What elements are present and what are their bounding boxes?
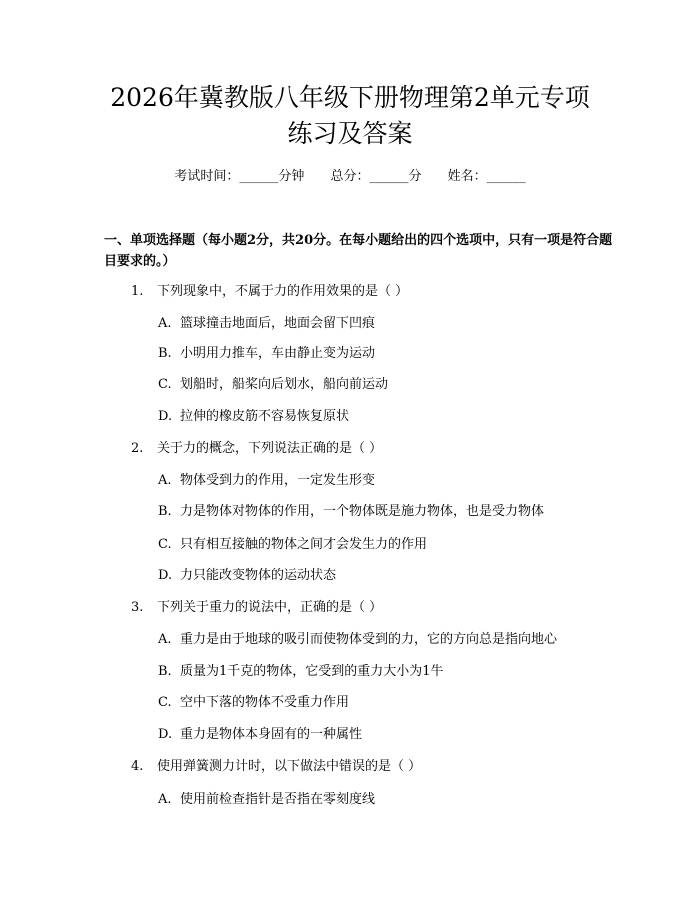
exam-meta bbox=[0, 168, 700, 186]
question-number: 1. bbox=[131, 284, 144, 299]
option-text: 空中下落的物体不受重力作用 bbox=[180, 695, 350, 710]
q2-option-d bbox=[158, 567, 336, 585]
title-line-2: 练习及答案 bbox=[287, 119, 413, 148]
question-number: 4. bbox=[131, 759, 144, 774]
total-score: 总分：______分 bbox=[330, 169, 422, 184]
option-letter: A. bbox=[158, 632, 172, 647]
question-number: 3. bbox=[131, 600, 144, 615]
q3-option-a bbox=[158, 631, 557, 649]
q2-option-b bbox=[158, 503, 544, 521]
question-text: 关于力的概念，下列说法正确的是（ ） bbox=[157, 441, 383, 456]
section-heading: 一、单项选择题（每小题2分，共20分。在每小题给出的四个选项中，只有一项是符合题目要求的。） bbox=[104, 233, 613, 269]
q3-option-d bbox=[158, 726, 362, 744]
q2-option-a bbox=[158, 472, 375, 490]
question-3 bbox=[131, 599, 382, 617]
option-text: 质量为1千克的物体，它受到的重力大小为1牛 bbox=[180, 664, 444, 679]
option-letter: D. bbox=[158, 568, 173, 583]
option-letter: A. bbox=[158, 792, 172, 807]
q3-option-b bbox=[158, 663, 444, 681]
option-text: 使用前检查指针是否指在零刻度线 bbox=[180, 792, 376, 807]
option-letter: C. bbox=[158, 537, 172, 552]
option-text: 篮球撞击地面后，地面会留下凹痕 bbox=[180, 316, 376, 331]
q3-option-c bbox=[158, 694, 349, 712]
page-title bbox=[60, 80, 640, 152]
option-text: 物体受到力的作用，一定发生形变 bbox=[180, 473, 376, 488]
q2-option-c bbox=[158, 536, 427, 554]
option-letter: A. bbox=[158, 316, 172, 331]
q4-option-a bbox=[158, 791, 375, 809]
option-text: 力是物体对物体的作用，一个物体既是施力物体，也是受力物体 bbox=[180, 504, 545, 519]
option-text: 力只能改变物体的运动状态 bbox=[180, 568, 337, 583]
option-letter: D. bbox=[158, 727, 173, 742]
question-2 bbox=[131, 440, 382, 458]
option-letter: C. bbox=[158, 695, 172, 710]
option-letter: A. bbox=[158, 473, 172, 488]
option-letter: C. bbox=[158, 377, 172, 392]
question-text: 下列现象中，不属于力的作用效果的是（ ） bbox=[157, 284, 409, 299]
q1-option-d bbox=[158, 408, 349, 426]
option-letter: B. bbox=[158, 504, 172, 519]
option-letter: D. bbox=[158, 409, 173, 424]
option-text: 重力是由于地球的吸引而使物体受到的力，它的方向总是指向地心 bbox=[180, 632, 558, 647]
student-name: 姓名：______ bbox=[447, 169, 526, 184]
option-text: 重力是物体本身固有的一种属性 bbox=[180, 727, 363, 742]
option-letter: B. bbox=[158, 664, 172, 679]
question-4 bbox=[131, 758, 421, 776]
exam-time: 考试时间：______分钟 bbox=[174, 169, 305, 184]
q1-option-c bbox=[158, 376, 388, 394]
option-text: 划船时，船桨向后划水，船向前运动 bbox=[180, 377, 389, 392]
option-text: 只有相互接触的物体之间才会发生力的作用 bbox=[180, 537, 428, 552]
q1-option-a bbox=[158, 315, 375, 333]
question-text: 使用弹簧测力计时，以下做法中错误的是（ ） bbox=[157, 759, 422, 774]
question-1 bbox=[131, 283, 408, 301]
option-text: 小明用力推车，车由静止变为运动 bbox=[180, 346, 376, 361]
option-text: 拉伸的橡皮筋不容易恢复原状 bbox=[180, 409, 350, 424]
question-text: 下列关于重力的说法中，正确的是（ ） bbox=[157, 600, 383, 615]
q1-option-b bbox=[158, 345, 375, 363]
question-number: 2. bbox=[131, 441, 144, 456]
title-line-1: 2026年冀教版八年级下册物理第2单元专项 bbox=[110, 83, 590, 112]
option-letter: B. bbox=[158, 346, 172, 361]
